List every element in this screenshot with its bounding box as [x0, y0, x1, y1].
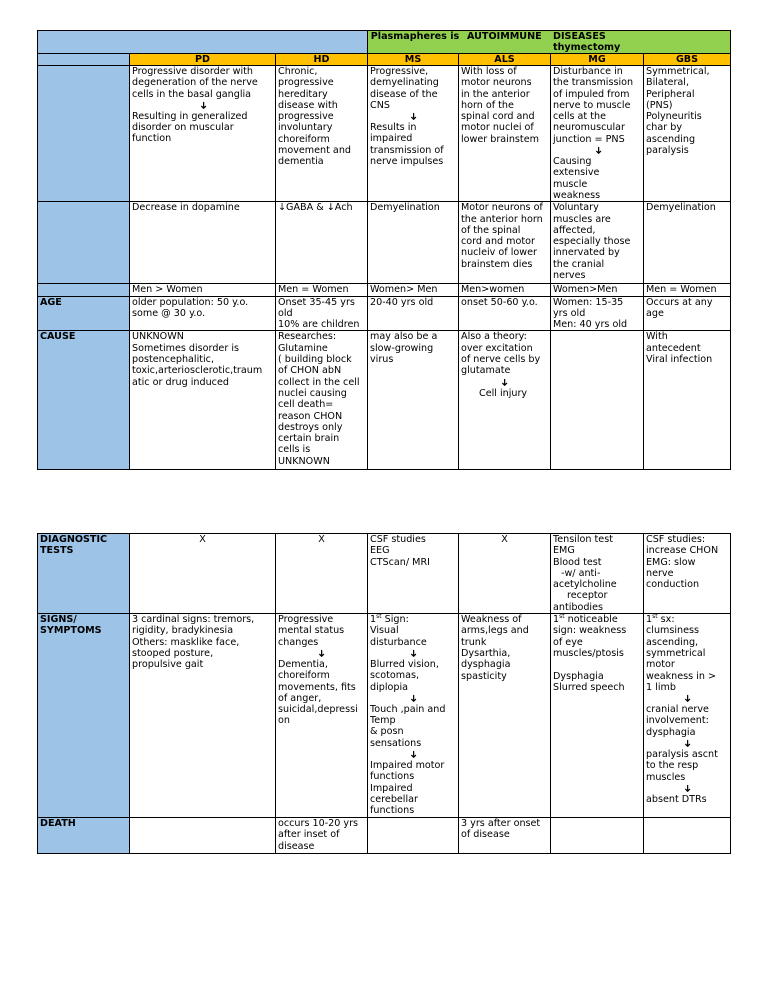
col-header-hd: HD: [276, 54, 368, 66]
age-pd: older population: 50 y.o. some @ 30 y.o.: [130, 296, 276, 331]
definition-gbs: Symmetrical, Bilateral, Peripheral (PNS) Polyneuritis char by ascending paralysis: [644, 66, 731, 202]
pathology-row: [38, 202, 731, 284]
cause-row: [38, 331, 731, 470]
signs-als: Weakness of arms,legs and trunk Dysarthia, dysphagia spasticity: [459, 614, 551, 818]
arrow-down-icon: ➜: [681, 784, 693, 793]
cause-pd: UNKNOWN Sometimes disorder is postencephalitic, toxic,arteriosclerotic,traum atic or drug induced: [130, 331, 276, 470]
signs-hd: Progressive mental status changes ➜ Dementia, choreiform movements, fits of anger, suicidal,depressi on: [276, 614, 368, 818]
cause-hd: Researches: Glutamine ( building block of CHON abN collect in the cell nuclei causing cell death= reason CHON destroys only certain brain cells is UNKNOWN: [276, 331, 368, 470]
age-gbs: Occurs at any age: [644, 296, 731, 331]
cause-ms: may also be a slow-growing virus: [368, 331, 459, 470]
signs-mg: 1st noticeable sign: weakness of eye muscles/ptosis Dysphagia Slurred speech: [551, 614, 644, 818]
signs-pd: 3 cardinal signs: tremors, rigidity, bradykinesia Others: masklike face, stooped posture, propulsive gait: [130, 614, 276, 818]
diagnostic-row: [38, 534, 731, 614]
col-header-mg: MG: [551, 54, 644, 66]
pathology-hd: ↓GABA & ↓Ach: [276, 202, 368, 284]
death-hd: occurs 10-20 yrs after inset of disease: [276, 818, 368, 854]
arrow-down-icon: ➜: [407, 750, 419, 759]
col-header-als: ALS: [459, 54, 551, 66]
death-als: 3 yrs after onset of disease: [459, 818, 551, 854]
cause-als: Also a theory: over excitation of nerve cells by glutamate ➜ Cell injury: [459, 331, 551, 470]
col-header-pd: PD: [130, 54, 276, 66]
death-mg: [551, 818, 644, 854]
arrow-down-icon: ➜: [498, 377, 510, 387]
diagnostic-gbs: CSF studies: increase CHON EMG: slow nerve conduction: [644, 534, 731, 614]
disease-comparison-table-1: [37, 30, 731, 470]
signs-gbs: 1st sx: clumsiness ascending, symmetrical motor weakness in > 1 limb ➜ cranial nerve involvement: dysphagia ➜ paralysis ascnt to the resp muscles ➜ absent DTRs: [644, 614, 731, 818]
diagnostic-ms: CSF studies EEG CTScan/ MRI: [368, 534, 459, 614]
arrow-down-icon: ➜: [197, 101, 209, 110]
pathology-ms: Demyelination: [368, 202, 459, 284]
arrow-down-icon: ➜: [407, 649, 419, 658]
arrow-down-icon: ➜: [592, 146, 604, 155]
arrow-down-icon: ➜: [407, 694, 419, 703]
diagnostic-als: X: [459, 534, 551, 614]
age-hd: Onset 35-45 yrs old 10% are children: [276, 296, 368, 331]
plasmapheresis-note: Plasmapheres is: [370, 31, 460, 42]
diagnostic-mg: Tensilon test EMG Blood test -w/ anti- acetylcholine receptor antibodies: [551, 534, 644, 614]
signs-row: [38, 614, 731, 818]
pathology-gbs: Demyelination: [644, 202, 731, 284]
gender-als: Men>women: [459, 284, 551, 296]
blank-label-cell: [38, 54, 130, 66]
age-mg: Women: 15-35 yrs old Men: 40 yrs old: [551, 296, 644, 331]
col-header-ms: MS: [368, 54, 459, 66]
death-label: DEATH: [38, 818, 130, 854]
diagnostic-label: DIAGNOSTIC TESTS: [38, 534, 130, 614]
pathology-label: [38, 202, 130, 284]
gender-gbs: Men = Women: [644, 284, 731, 296]
death-pd: [130, 818, 276, 854]
header-row-autoimmune: [38, 31, 731, 54]
gender-label: [38, 284, 130, 296]
definition-hd: Chronic, progressive hereditary disease with progressive involuntary choreiform movement and dementia: [276, 66, 368, 202]
age-row: [38, 296, 731, 331]
definition-label: [38, 66, 130, 202]
cause-mg: [551, 331, 644, 470]
death-row: [38, 818, 731, 854]
col-header-gbs: GBS: [644, 54, 731, 66]
gender-mg: Women>Men: [551, 284, 644, 296]
gender-ms: Women> Men: [368, 284, 459, 296]
diagnostic-pd: X: [130, 534, 276, 614]
definition-als: With loss of motor neurons in the anterior horn of the spinal cord and motor nuclei of lower brainstem: [459, 66, 551, 202]
autoimmune-label: AUTOIMMUNE: [467, 31, 542, 42]
definition-mg: Disturbance in the transmission of impuled from nerve to muscle cells at the neuromuscular junction = PNS ➜ Causing extensive muscle weakness: [551, 66, 644, 202]
disease-comparison-table-2: [37, 533, 731, 854]
pathology-als: Motor neurons of the anterior horn of the spinal cord and motor nucleiv of lower brainstem dies: [459, 202, 551, 284]
age-als: onset 50-60 y.o.: [459, 296, 551, 331]
blank-header-cell: [38, 31, 368, 54]
age-label: AGE: [38, 296, 130, 331]
signs-ms: 1st Sign: Visual disturbance ➜ Blurred vision, scotomas, diplopia ➜ Touch ,pain and Temp & posn sensations ➜ Impaired motor functions Impaired cerebellar functions: [368, 614, 459, 818]
definition-row: [38, 66, 731, 202]
cause-gbs: With antecedent Viral infection: [644, 331, 731, 470]
pathology-mg: Voluntary muscles are affected, especially those innervated by the cranial nerves: [551, 202, 644, 284]
arrow-down-icon: ➜: [681, 739, 693, 748]
signs-label: SIGNS/ SYMPTOMS: [38, 614, 130, 818]
autoimmune-header: [368, 31, 731, 54]
age-ms: 20-40 yrs old: [368, 296, 459, 331]
definition-ms: Progressive, demyelinating disease of the CNS ➜ Results in impaired transmission of nerve impulses: [368, 66, 459, 202]
death-gbs: [644, 818, 731, 854]
definition-pd: Progressive disorder with degeneration of the nerve cells in the basal ganglia ➜ Resulting in generalized disorder on muscular function: [130, 66, 276, 202]
gender-hd: Men = Women: [276, 284, 368, 296]
column-header-row: [38, 54, 731, 66]
diseases-label: DISEASES: [553, 31, 606, 42]
arrow-down-icon: ➜: [315, 649, 327, 658]
diagnostic-hd: X: [276, 534, 368, 614]
thymectomy-note: thymectomy: [553, 42, 621, 53]
arrow-down-icon: ➜: [681, 694, 693, 703]
arrow-down-icon: ➜: [407, 112, 419, 121]
cause-label: CAUSE: [38, 331, 130, 470]
gender-row: [38, 284, 731, 296]
pathology-pd: Decrease in dopamine: [130, 202, 276, 284]
death-ms: [368, 818, 459, 854]
gender-pd: Men > Women: [130, 284, 276, 296]
